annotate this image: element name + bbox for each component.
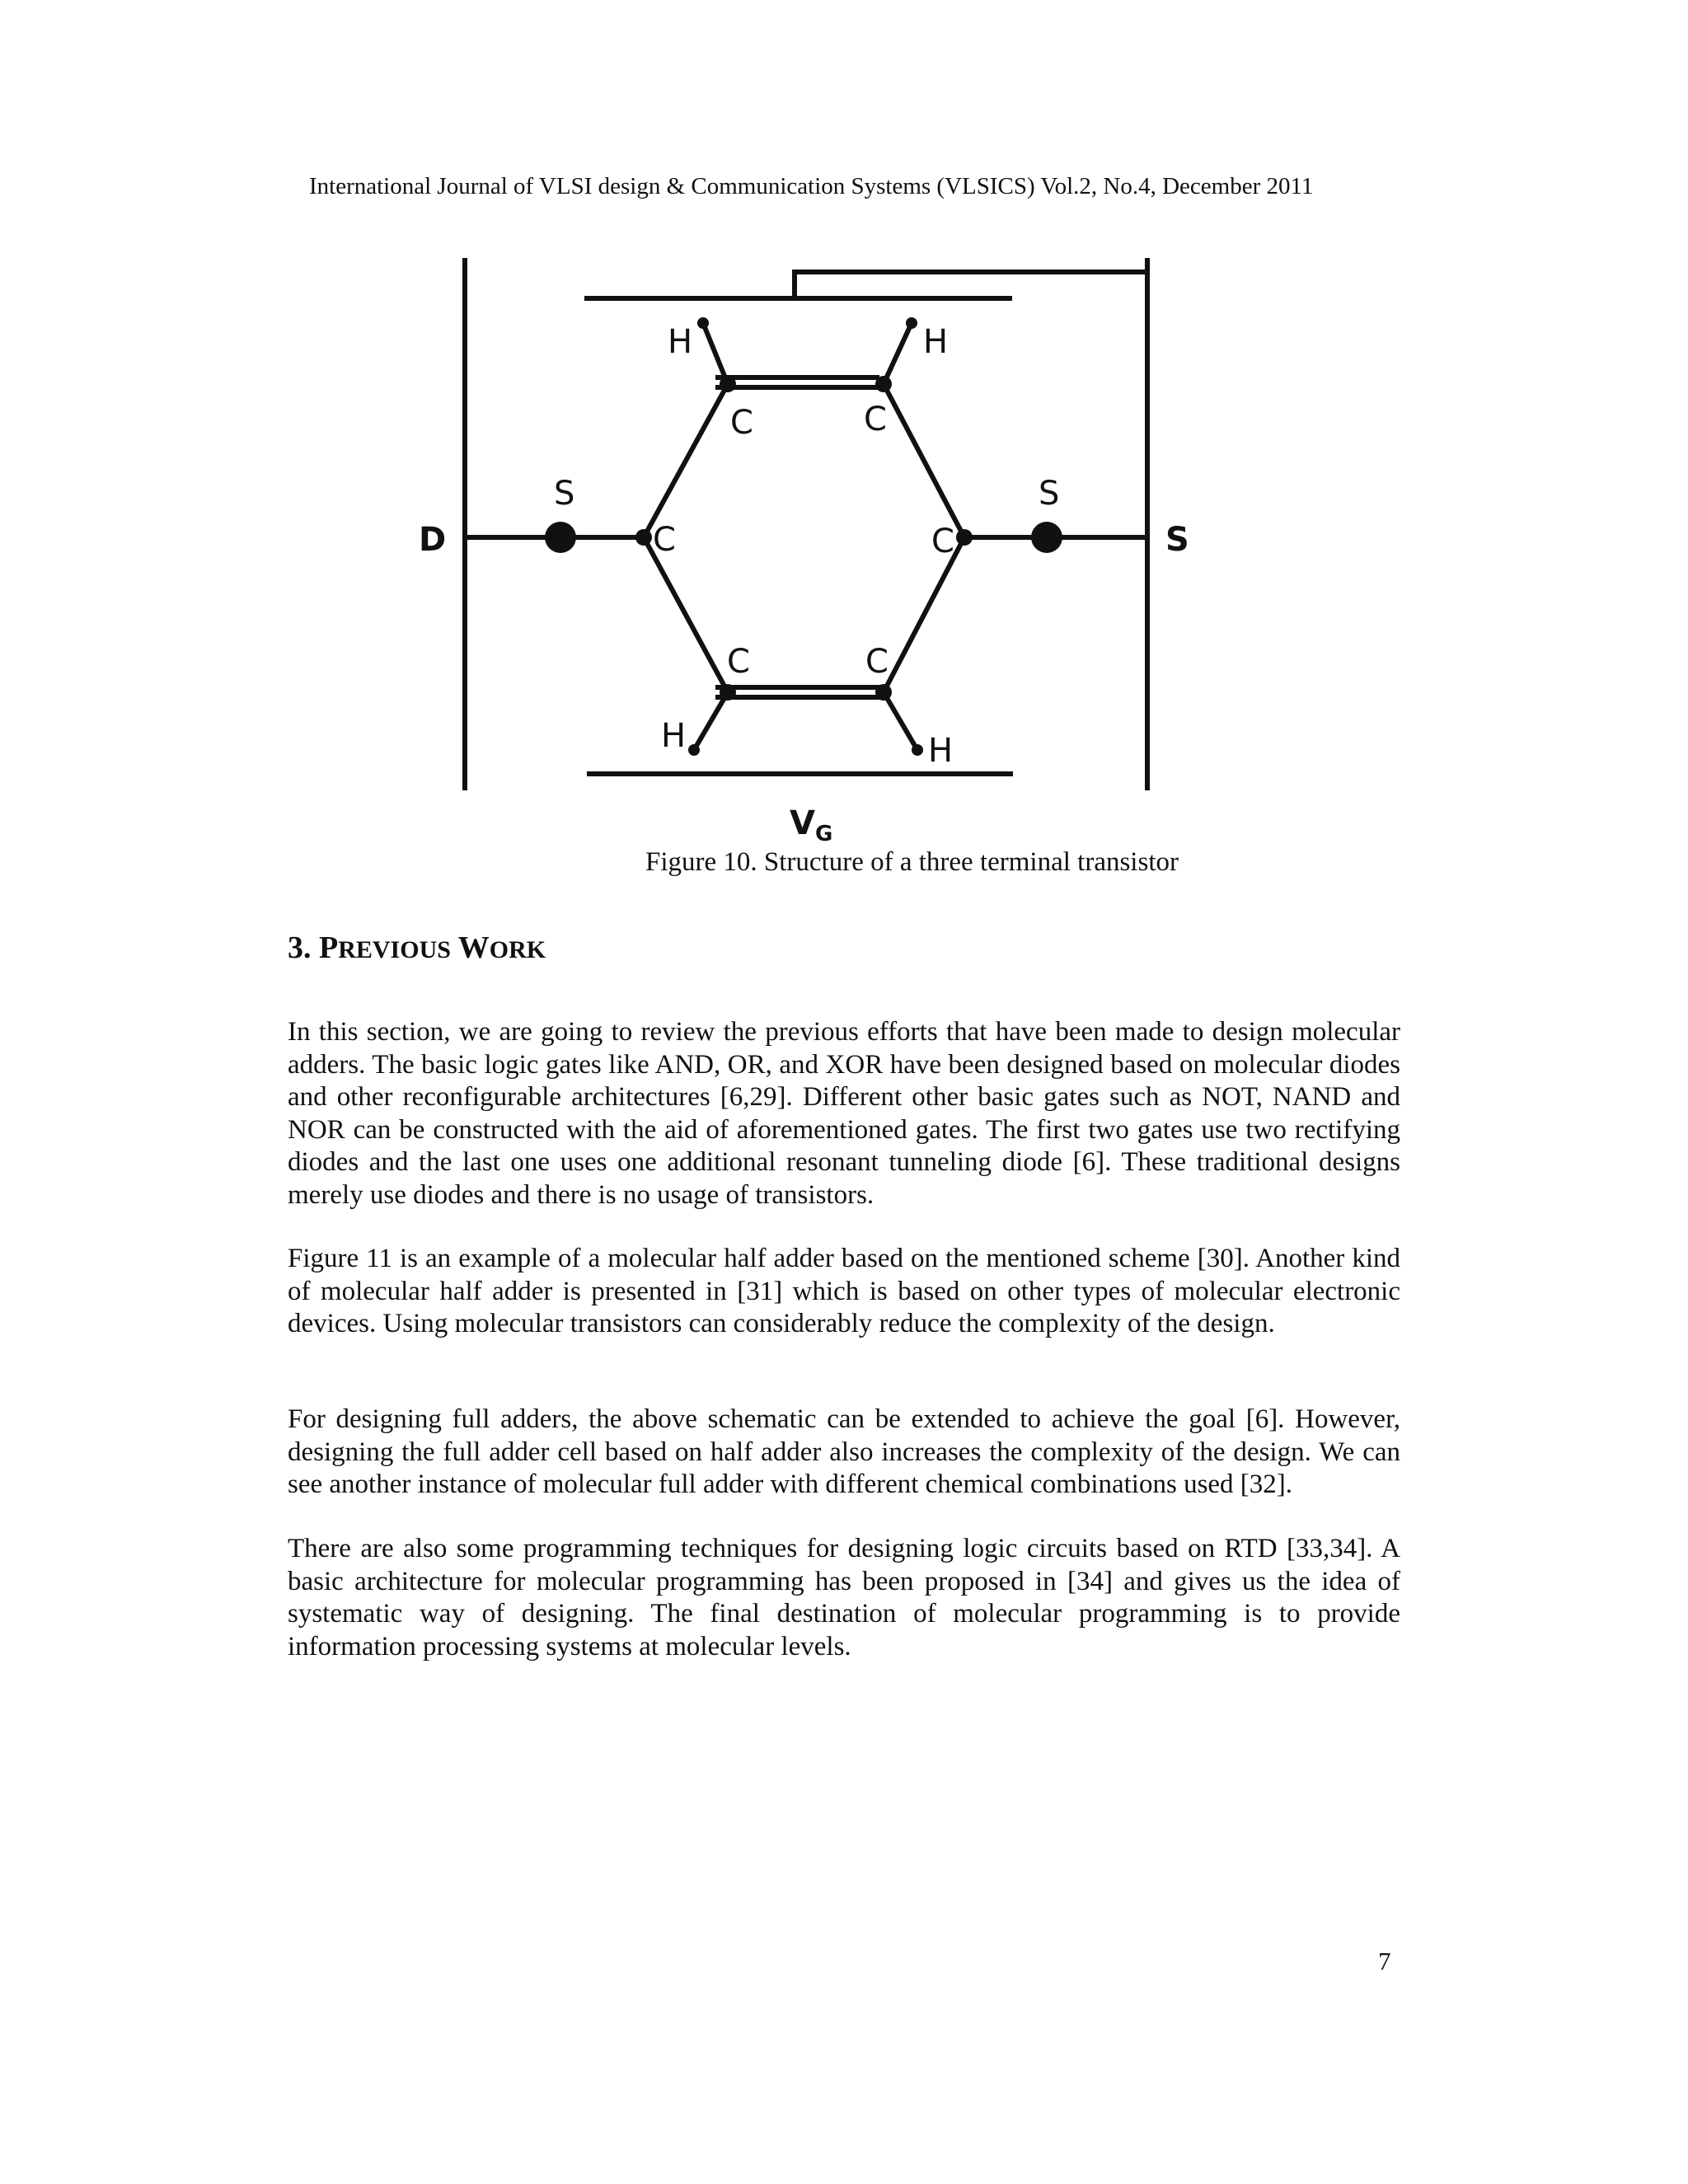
transistor-figure [396,247,1220,857]
carbon-atom [875,684,892,701]
carbon-label: C [865,643,889,681]
carbon-atom [720,684,736,701]
ch-bond [884,692,917,750]
carbon-label: C [864,401,887,438]
ch-bond [884,323,912,384]
gate-subscript: G [814,822,833,846]
journal-header: International Journal of VLSI design & Communication Systems (VLSICS) Vol.2, No.4, December 2011 [309,173,1314,199]
hydrogen-label: H [928,732,954,770]
carbon-label: C [727,643,750,681]
hydrogen-label: H [661,717,687,755]
page-number: 7 [1378,1947,1391,1975]
paragraph: For designing full adders, the above schematic can be extended to achieve the goal [6]. However, designing the full adder cell based on half adder also increases the complexity of the design. We can see another instance of molecular full adder with different chemical combinations used [32]. [288,1404,1400,1499]
hydrogen-label: H [923,323,949,361]
hydrogen-atom [912,744,923,756]
source-label: S [1165,521,1189,559]
section-heading: 3. PREVIOUS WORK [288,930,546,965]
paragraph: In this section, we are going to review the previous efforts that have been made to design molecular adders. The basic logic gates like AND, OR, and XOR have been designed based on molecular diodes and other reconfigurable architectures [6,29]. Different other basic gates such as NOT, NAND and NOR can be constructed with the aid of aforementioned gates. The first two gates use two rectifying diodes and the last one uses one additional resonant tunneling diode [6]. These traditional designs merely use diodes and there is no usage of transistors. [288,1017,1400,1210]
sulfur-label-left: S [554,475,575,513]
carbon-atom [635,529,652,546]
ch-bond [703,323,728,384]
ring-bond [644,537,728,692]
sulfur-label-right: S [1039,475,1060,513]
ring-bond [884,537,964,692]
gate-to-source-wire [795,272,1147,298]
ring-bond [644,384,728,537]
sulfur-atom-right [1031,522,1062,553]
carbon-atom [956,529,973,546]
hydrogen-atom [697,317,709,329]
paragraph: There are also some programming techniques for designing logic circuits based on RTD [33,34]. A basic architecture for molecular programming has been proposed in [34] and gives us the idea of systematic way of designing. The final destination of molecular programming is to provide information processing systems at molecular levels. [288,1534,1400,1661]
ring-bond [884,384,964,537]
ch-bond [694,692,728,750]
hydrogen-label: H [668,323,693,361]
sulfur-atom-left [545,522,576,553]
carbon-label: C [730,404,753,442]
carbon-atom [720,376,736,392]
drain-label: D [419,521,447,559]
gate-label: $V_G$ [790,804,833,846]
hydrogen-atom [906,317,917,329]
carbon-label: C [653,521,676,559]
paragraph: Figure 11 is an example of a molecular half adder based on the mentioned scheme [30]. Another kind of molecular half adder is presented in [31] which is based on other types of molecular electronic devices. Using molecular transistors can considerably reduce the complexity of the design. [288,1244,1400,1338]
carbon-atom [875,376,892,392]
transistor-diagram [396,247,1220,857]
hydrogen-atom [688,744,700,756]
figure-caption: Figure 10. Structure of a three terminal transistor [645,847,1179,877]
carbon-label: C [931,523,954,560]
